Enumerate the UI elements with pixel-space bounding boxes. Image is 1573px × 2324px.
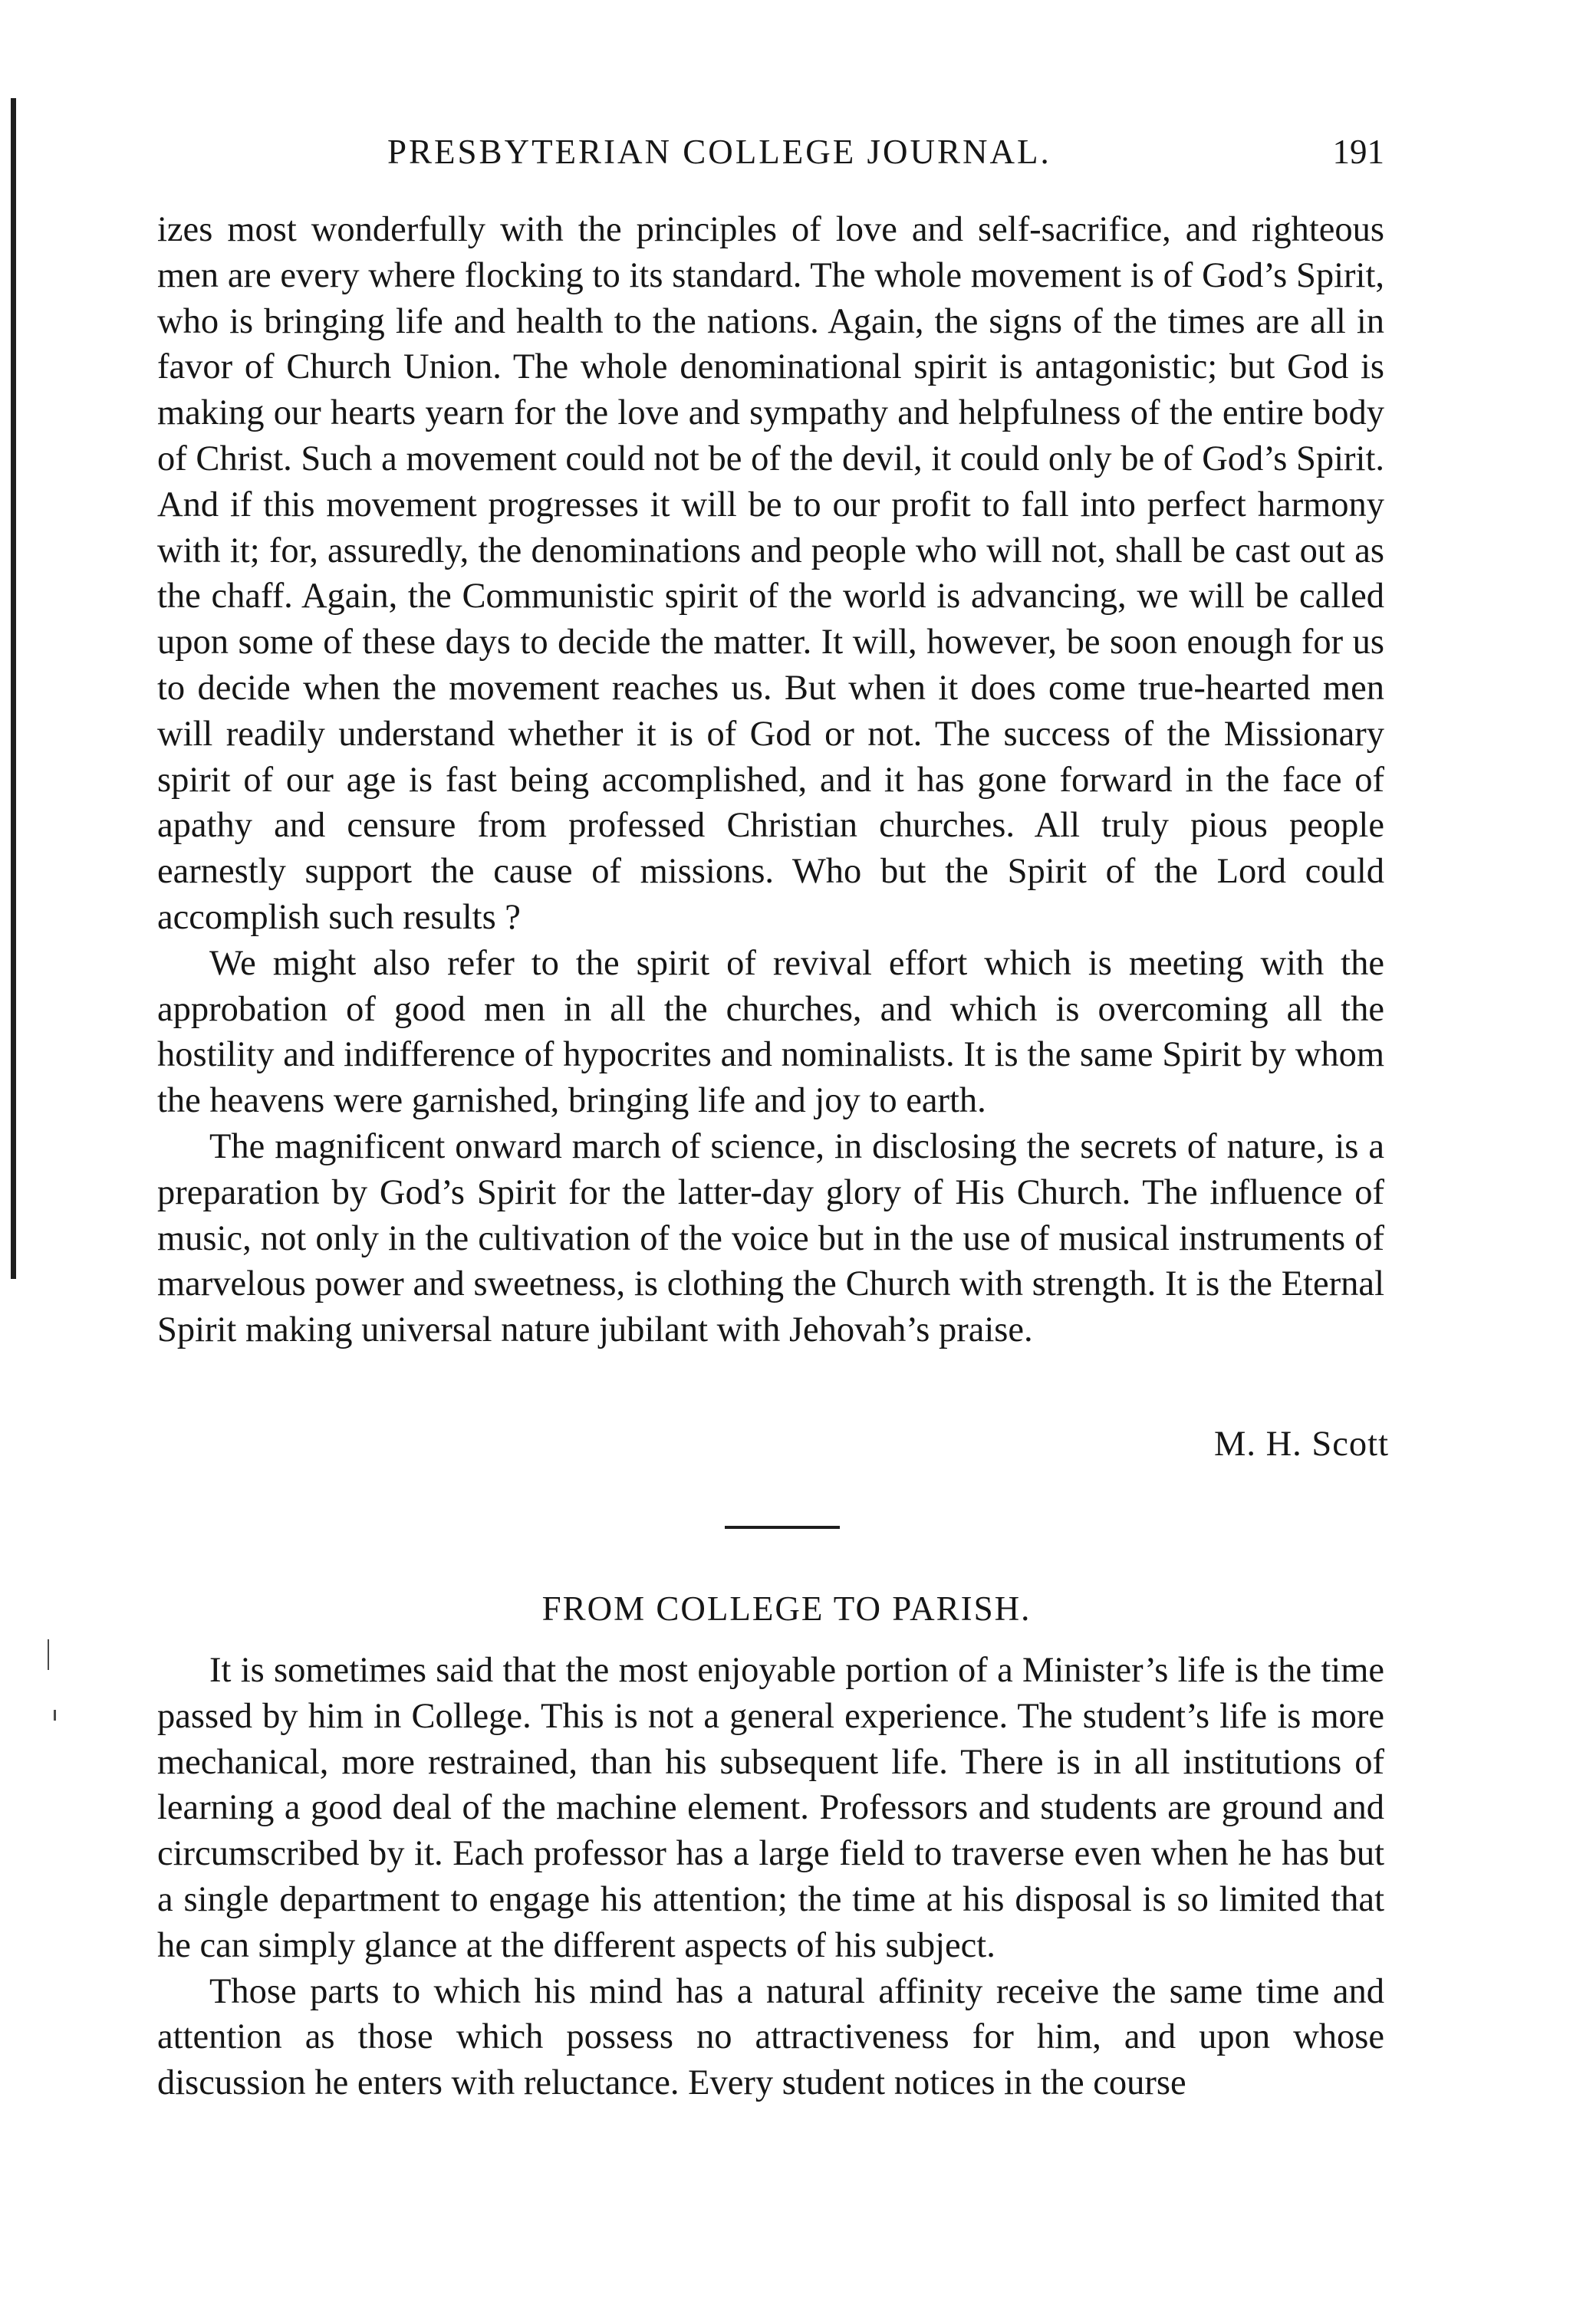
page-number: 191 (1332, 133, 1384, 171)
margin-mark (48, 1639, 49, 1670)
section-title: FROM COLLEGE TO PARISH. (541, 1589, 1032, 1628)
paragraph: izes most wonderfully with the principles of love and self-sacrifice, and righteous men are every where flocking to its standard. The whole movement is of God’s Spirit, who is bringing life and health to the nations. Again, the signs of the times are all in favor of Church Union. The whole denominational spirit is antagonistic; but God is making our hearts yearn for the love and sympathy and helpfulness of the entire body of Christ. Such a movement could not be of the devil, it could only be of God’s Spirit. And if this movement progresses it will be to our profit to fall into perfect harmony with it; for, assuredly, the denominations and people who will not, shall be cast out as the chaff. Again, the Communistic spirit of the world is advancing, we will be called upon some of these days to decide the matter. It will, however, be soon enough for us to decide when the movement reaches us. But when it does come true-hearted men will readily understand whether it is of God or not. The success of the Missionary spirit of our age is fast being accomplished, and it has gone forward in the face of apathy and censure from professed Christian churches. All truly pious people earnestly support the cause of missions. Who but the Spirit of the Lord could accomplish such results ? (157, 210, 1384, 937)
running-head: PRESBYTERIAN COLLEGE JOURNAL. (387, 133, 1051, 171)
article-body (157, 1648, 1384, 2106)
paragraph: We might also refer to the spirit of revival effort which is meeting with the approbation of good men in all the churches, and which is overcoming all the hostility and indifference of hypocrites and nominalists. It is the same Spirit by whom the heavens were garnished, bringing life and joy to earth. (157, 943, 1384, 1121)
page-header (157, 132, 1384, 193)
paragraph: The magnificent onward march of science, in disclosing the secrets of nature, is a preparation by God’s Spirit for the latter-day glory of His Church. The influence of music, not only in the cultivation of the voice but in the use of musical instruments of marvelous power and sweetness, is clothing the Church with strength. It is the Eternal Spirit making universal nature jubilant with Jehovah’s praise. (157, 1126, 1384, 1350)
paragraph: It is sometimes said that the most enjoyable portion of a Minister’s life is the time passed by him in College. This is not a general experience. The student’s life is more mechanical, more restrained, than his subsequent life. There is in all institutions of learning a good deal of the machine element. Professors and students are ground and circumscribed by it. Each professor has a large field to traverse even when he has but a single department to engage his attention; the time at his disposal is so limited that he can simply glance at the different aspects of his subject. (157, 1651, 1384, 1965)
paragraph: Those parts to which his mind has a natural affinity receive the same time and attention as those which possess no attractiveness for him, and upon whose discussion he enters with reluctance. Every student notices in the course (157, 1971, 1384, 2103)
margin-mark (54, 1710, 56, 1721)
author-signature: M. H. Scott (1213, 1425, 1389, 1464)
section-divider (725, 1526, 840, 1529)
margin-scan-bar (11, 98, 16, 1279)
article-body (157, 207, 1384, 1353)
